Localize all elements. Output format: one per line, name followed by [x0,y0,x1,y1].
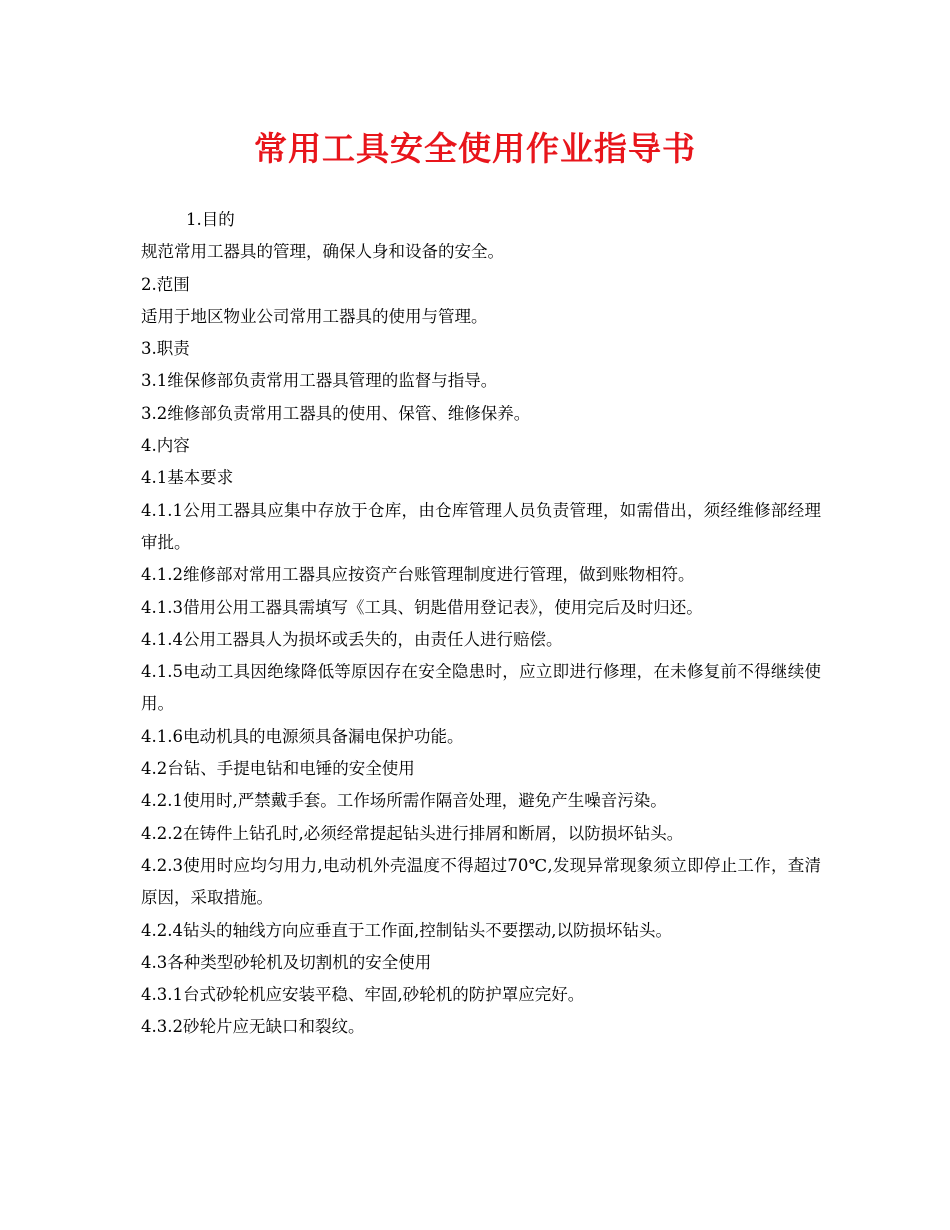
paragraph: 3.2维修部负责常用工器具的使用、保管、维修保养。 [141,403,531,423]
subsection-heading: 4.2台钻、手提电钻和电锤的安全使用 [141,759,415,779]
paragraph: 4.3.2砂轮片应无缺口和裂纹。 [141,1017,365,1037]
section-heading-responsibilities: 3.职责 [141,339,190,359]
section-heading-purpose: 1.目的 [186,210,235,229]
paragraph: 4.1.4公用工器具人为损坏或丢失的，由责任人进行赔偿。 [141,629,563,649]
paragraph: 4.2.4钻头的轴线方向应垂直于工作面,控制钻头不要摆动,以防损坏钻头。 [141,920,672,940]
document-title: 常用工具安全使用作业指导书 [254,129,696,168]
paragraph: 4.1.2维修部对常用工器具应按资产台账管理制度进行管理，做到账物相符。 [141,565,695,585]
paragraph: 3.1维保修部负责常用工器具管理的监督与指导。 [141,371,498,391]
paragraph: 4.3.1台式砂轮机应安装平稳、牢固,砂轮机的防护罩应完好。 [141,985,585,1005]
paragraph: 规范常用工器具的管理，确保人身和设备的安全。 [141,242,504,262]
subsection-heading: 4.1基本要求 [141,468,234,488]
paragraph: 4.1.6电动机具的电源须具备漏电保护功能。 [141,726,464,746]
subsection-heading: 4.3各种类型砂轮机及切割机的安全使用 [141,952,432,972]
document-body [141,204,821,1044]
paragraph: 4.2.1使用时,严禁戴手套。工作场所需作隔音处理，避免产生噪音污染。 [141,791,667,811]
paragraph: 4.2.3使用时应均匀用力,电动机外壳温度不得超过70℃,发现异常现象须立即停止工作，查清原因，采取措施。 [141,855,821,908]
paragraph: 4.1.5电动工具因绝缘降低等原因存在安全隐患时，应立即进行修理，在未修复前不得继续使用。 [141,662,821,714]
paragraph: 适用于地区物业公司常用工器具的使用与管理。 [141,306,488,326]
paragraph: 4.1.3借用公用工器具需填写《工具、钥匙借用登记表》，使用完后及时归还。 [141,597,703,617]
section-heading-scope: 2.范围 [141,274,190,294]
paragraph: 4.1.1公用工器具应集中存放于仓库，由仓库管理人员负责管理，如需借出，须经维修部经理审批。 [141,500,821,552]
paragraph: 4.2.2在铸件上钻孔时,必须经常提起钻头进行排屑和断屑，以防损坏钻头。 [141,823,684,843]
section-heading-content: 4.内容 [141,436,190,456]
